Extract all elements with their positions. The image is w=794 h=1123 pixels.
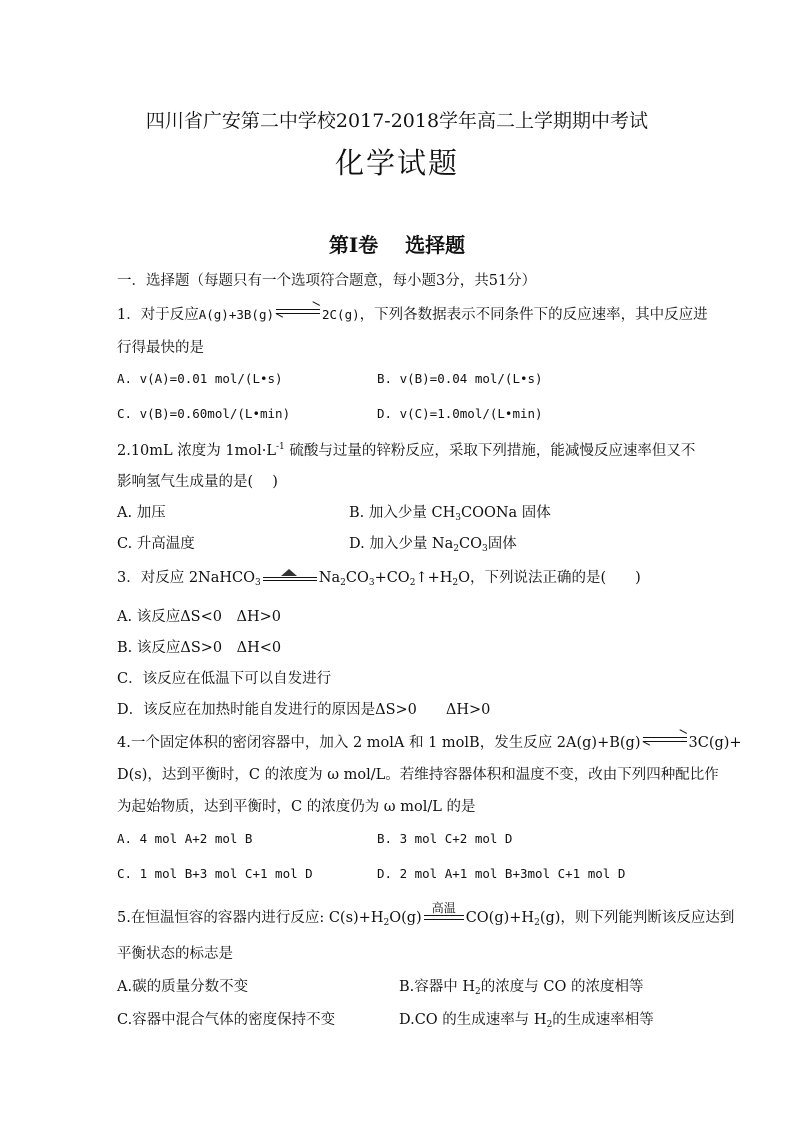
q5-option-d (399, 1008, 654, 1030)
q3-product-d: ↑+H (415, 570, 453, 586)
q3-suffix: O，下列说法正确的是( ) (458, 570, 641, 586)
q4-text-a: 4.一个固定体积的密闭容器中，加入 2 molA 和 1 molB，发生反应 2A(g)+B(g) (117, 735, 641, 751)
equilibrium-arrow-icon (276, 309, 320, 317)
q2-option-d-post: 固体 (487, 536, 517, 552)
q3-prefix: 3．对反应 2NaHCO (117, 570, 256, 586)
q3-product-b-sub: 3 (368, 578, 375, 588)
q3-option-d: D．该反应在加热时能自发进行的原因是ΔS>0 ΔH>0 (117, 702, 491, 718)
q5-prefix: 5.在恒温恒容的容器内进行反应: C(s)+H (117, 910, 384, 926)
q5-option-b (399, 975, 643, 997)
q1-prefix: 1．对于反应 (117, 307, 199, 323)
q2-text-b: 硫酸与过量的锌粉反应，采取下列措施，能减慢反应速率但又不 (284, 443, 696, 459)
q4-option-c: C. 1 mol B+3 mol C+1 mol D (117, 866, 313, 881)
q4-option-b: B. 3 mol C+2 mol D (377, 831, 513, 846)
q5-condition-label: 高温 (431, 901, 456, 915)
q5-option-b-post: 的浓度与 CO 的浓度相等 (480, 979, 644, 995)
q5-option-d-text: D.CO 的生成速率与 H (399, 1012, 547, 1028)
q5-option-d-post: 的生成速率相等 (552, 1012, 654, 1028)
q5-suffix: (g)，则下列能判断该反应达到 (539, 910, 735, 926)
q5-product-a-sub: 2 (534, 918, 540, 928)
q3-option-a: A. 该反应ΔS<0 ΔH>0 (117, 609, 281, 625)
q2-option-b-text: B. 加入少量 CH (349, 505, 456, 521)
q2-text-a: 2.10mL 浓度为 1mol·L (117, 443, 276, 459)
question-2-line-1 (117, 439, 695, 460)
q2-option-d-text: D. 加入少量 Na (349, 536, 454, 552)
q2-option-b (349, 501, 551, 523)
q1-equation-right: 2C(g) (322, 307, 360, 322)
question-5-line-2: 平衡状态的标志是 (117, 946, 233, 962)
q5-prefix-sub: 2 (383, 918, 390, 928)
q3-product-c: +CO (374, 570, 410, 586)
q3-product-b: CO (345, 570, 369, 586)
q2-option-b-sub: 3 (455, 513, 461, 523)
q2-option-d-sub1: 2 (453, 544, 460, 554)
q1-option-b: B. v(B)=0.04 mol/(L•s) (377, 371, 543, 386)
question-1-line-2: 行得最快的是 (117, 340, 204, 356)
question-3-line-1 (117, 566, 641, 588)
question-1-line-1 (117, 303, 708, 324)
question-4-line-2: D(s)，达到平衡时，C 的浓度为 ω mol/L。若维持容器体积和温度不变，改由下列四种配比作 (117, 767, 719, 783)
q5-option-a: A.碳的质量分数不变 (117, 979, 249, 995)
q2-option-d (349, 532, 517, 554)
section-heading: 一．选择题（每题只有一个选项符合题意，每小题3分，共51分） (117, 273, 537, 289)
q1-option-d: D. v(C)=1.0mol/(L•min) (377, 406, 543, 421)
q2-option-b-post: COONa 固体 (460, 505, 551, 521)
q1-equation-left: A(g)+3B(g) (198, 307, 274, 322)
q3-option-b: B. 该反应ΔS>0 ΔH<0 (117, 640, 282, 656)
q2-option-d-sub2: 3 (482, 544, 488, 554)
q4-option-a: A. 4 mol A+2 mol B (117, 831, 253, 846)
q2-option-a: A. 加压 (117, 505, 166, 521)
q2-superscript: -1 (275, 442, 285, 452)
q1-suffix: ，下列各数据表示不同条件下的反应速率，其中反应进 (359, 307, 708, 323)
question-4-line-1 (117, 731, 742, 752)
question-2-line-2: 影响氢气生成量的是( ) (117, 474, 278, 490)
q5-option-b-text: B.容器中 H (399, 979, 476, 995)
q3-product-c-sub: 2 (409, 578, 416, 588)
q2-option-c: C. 升高温度 (117, 536, 195, 552)
q3-product-a-sub: 2 (340, 578, 346, 588)
exam-subtitle: 四川省广安第二中学校2017-2018学年高二上学期期中考试 (145, 110, 649, 132)
q5-prefix-post: O(g) (389, 910, 422, 926)
volume-heading: 第Ⅰ卷 选择题 (328, 233, 466, 257)
heating-arrow-icon (263, 569, 317, 583)
q5-option-b-sub: 2 (475, 987, 481, 997)
q3-product-a: Na (318, 570, 341, 586)
equilibrium-arrow-icon (643, 737, 687, 745)
q3-prefix-sub: 3 (255, 578, 261, 588)
question-4-line-3: 为起始物质，达到平衡时，C 的浓度仍为 ω mol/L 的是 (117, 799, 476, 815)
q3-option-c: C．该反应在低温下可以自发进行 (117, 671, 332, 687)
q4-option-d: D. 2 mol A+1 mol B+3mol C+1 mol D (377, 866, 626, 881)
exam-title: 化学试题 (334, 146, 459, 180)
q5-option-c: C.容器中混合气体的密度保持不变 (117, 1012, 336, 1028)
q1-option-a: A. v(A)=0.01 mol/(L•s) (117, 371, 283, 386)
question-5-line-1 (117, 901, 735, 928)
q3-product-d-sub: 2 (452, 578, 459, 588)
q4-text-b: 3C(g)+ (688, 735, 742, 751)
q5-product-a: CO(g)+H (465, 910, 535, 926)
q2-option-d-mid: CO (459, 536, 482, 552)
q1-option-c: C. v(B)=0.60mol/(L•min) (117, 406, 291, 421)
q5-option-d-sub: 2 (546, 1020, 553, 1030)
high-temperature-arrow-icon (424, 901, 464, 920)
